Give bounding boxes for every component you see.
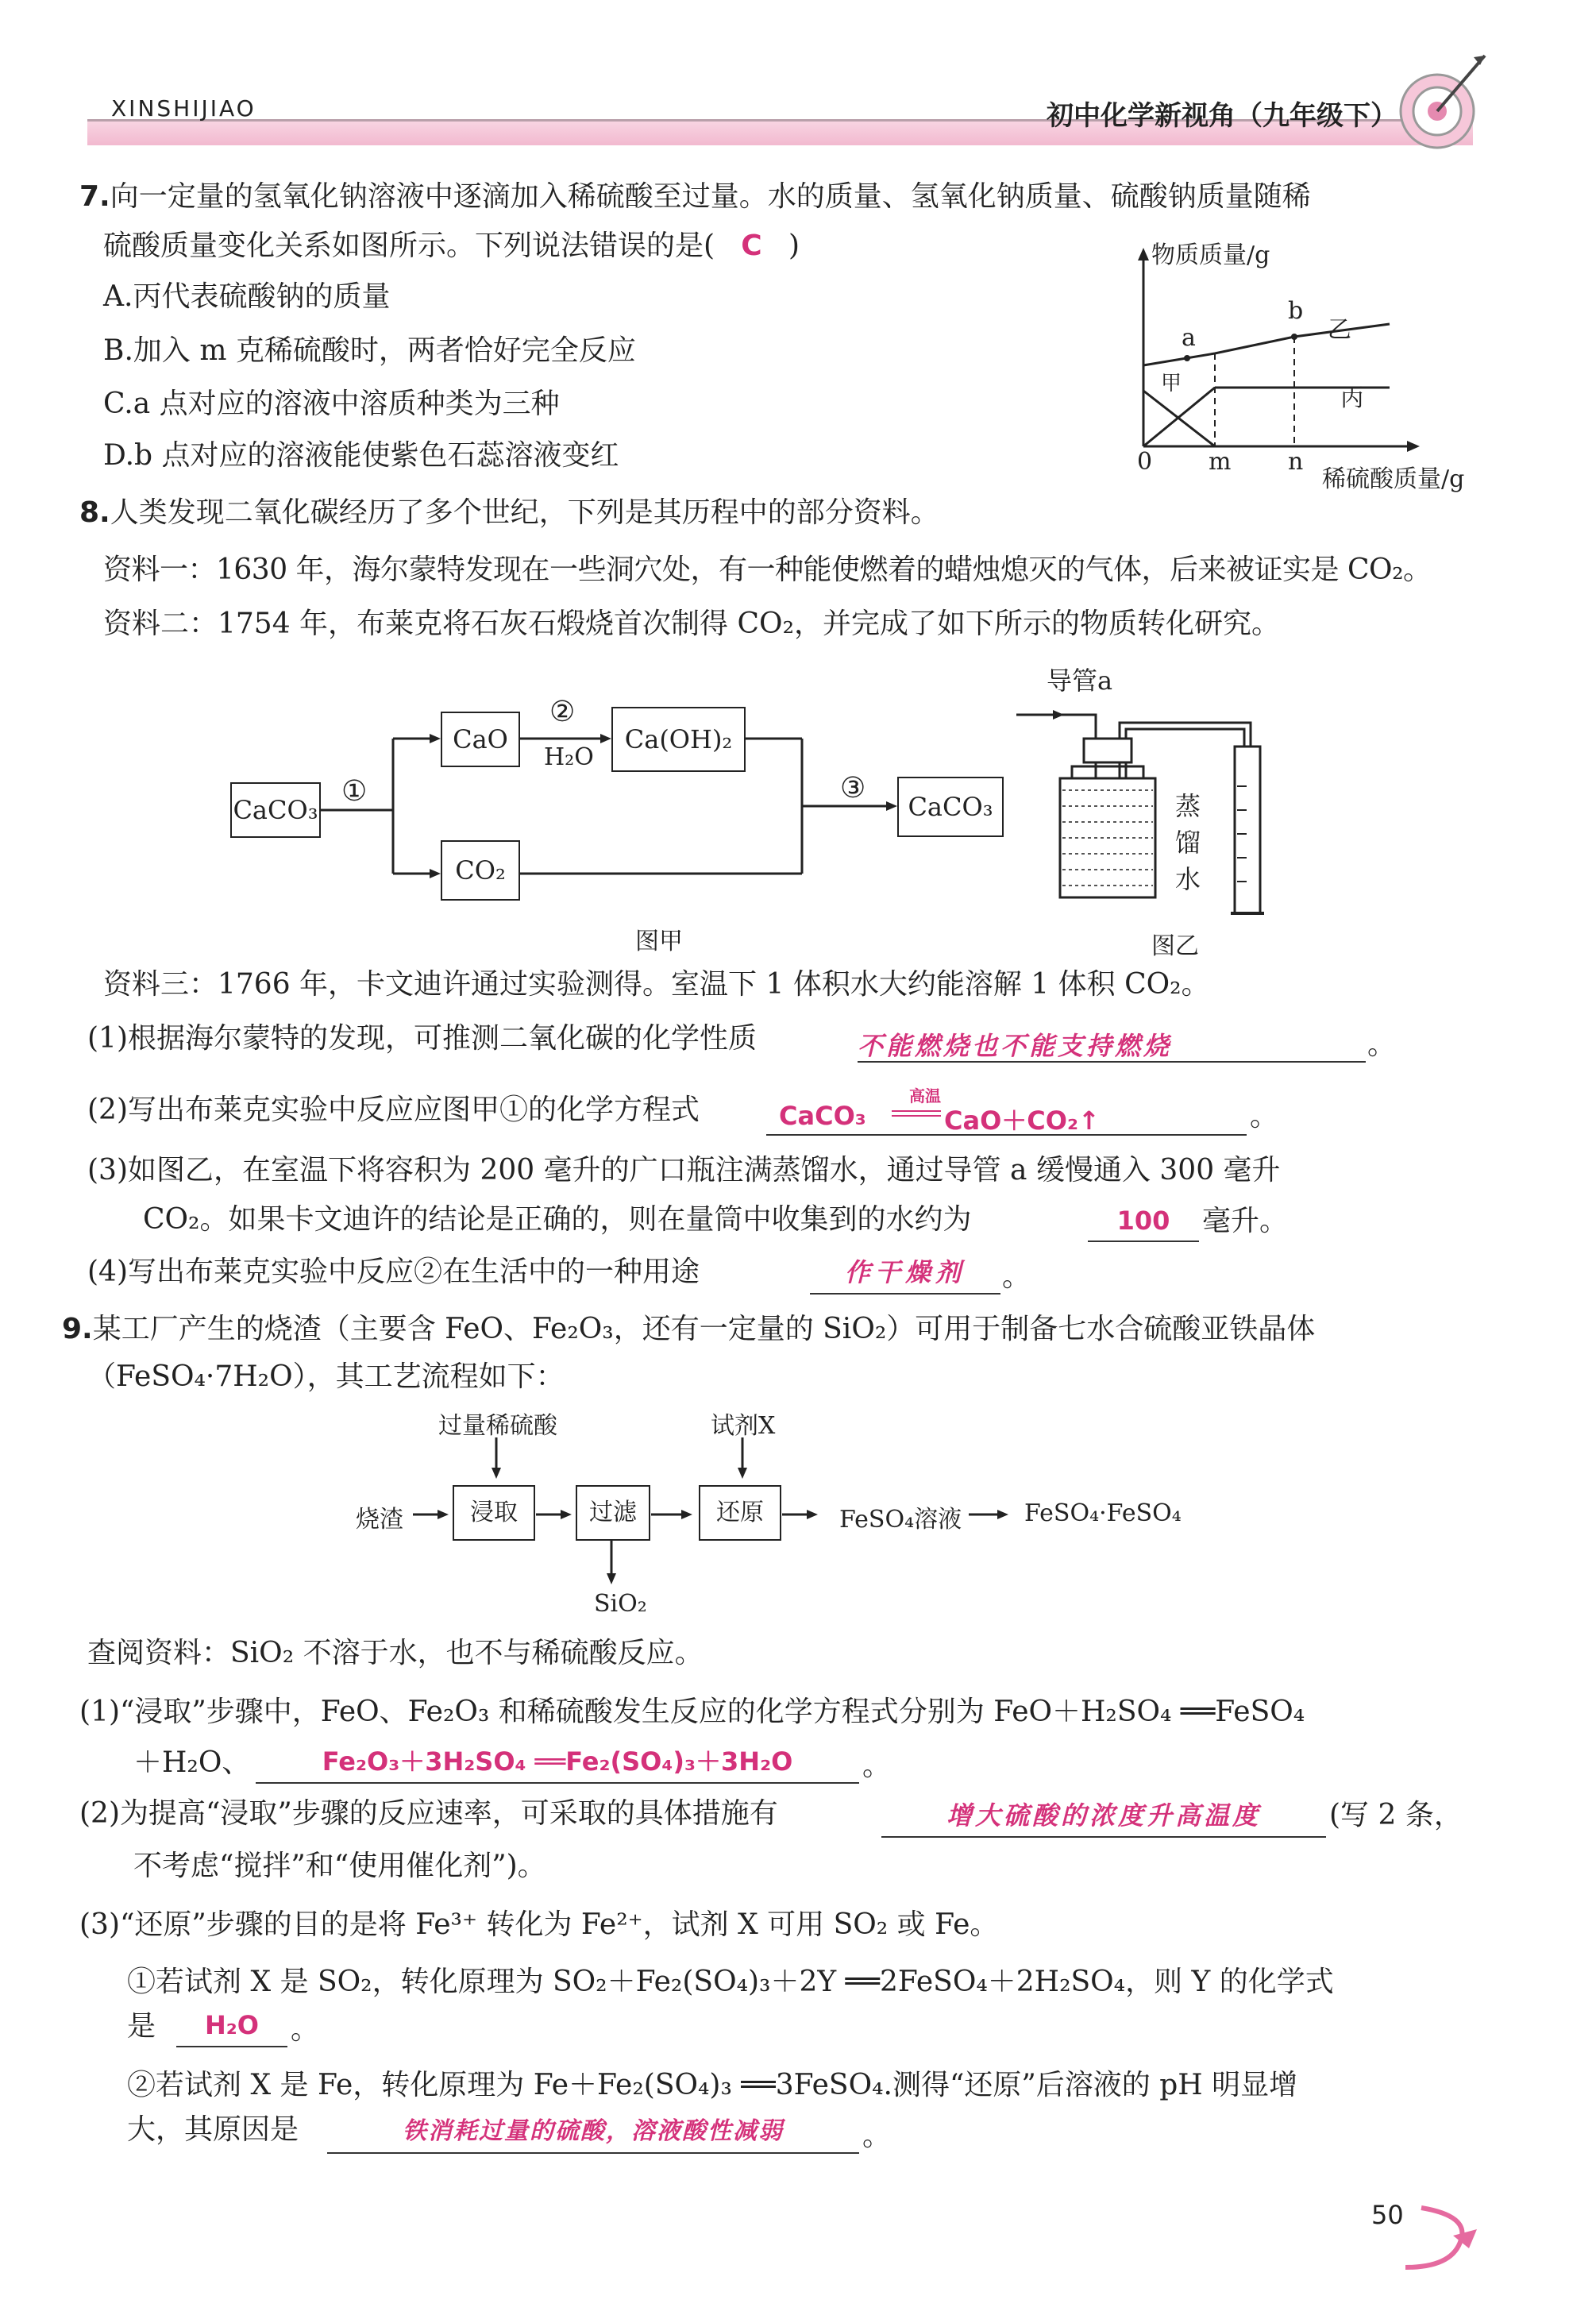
q7-graph-jia: 甲 (1161, 372, 1182, 396)
q8-p1-answer: 不能燃烧也不能支持燃烧 (858, 1031, 1173, 1061)
q8-step3: ③ (840, 772, 866, 805)
q8-p2-text: (2)写出布莱克实验中反应应图甲①的化学方程式 (87, 1094, 700, 1126)
q8-p1 (87, 1021, 757, 1056)
q9-flow-filter-box (576, 1485, 650, 1541)
q9-p1-line2: ＋H₂O、 (133, 1746, 251, 1779)
q9-flow-reduce-box (699, 1485, 781, 1541)
q8-step2: ② (549, 696, 576, 728)
q8-p2-blank (766, 1086, 1247, 1136)
q9-p3a-end: 。 (291, 2013, 320, 2046)
q7-graph-m: m (1209, 448, 1232, 476)
q9-p3a-line1: ①若试剂 X 是 SO₂，转化原理为 SO₂＋Fe₂(SO₄)₃＋2Y ══2FeSO₄＋2H₂SO₄，则 Y 的化学式 (127, 1966, 1334, 1998)
q7-graph-ylabel: 物质质量/g (1151, 241, 1270, 269)
q8-caoh2: Ca(OH)₂ (624, 724, 733, 754)
q9-p3b-answer: 铁消耗过量的硫酸，溶液酸性减弱 (403, 2117, 784, 2145)
q8-tube-label: 导管a (1047, 666, 1113, 696)
q8-p1-text: (1)根据海尔蒙特的发现，可推测二氧化碳的化学性质 (87, 1022, 757, 1055)
q8-info3: 资料三：1766 年，卡文迪许通过实验测得。室温下 1 体积水大约能溶解 1 体积 CO₂。 (103, 968, 1210, 1001)
q7-option-b: B.加入 m 克稀硫酸时，两者恰好完全反应 (103, 334, 636, 367)
header-right: 初中化学新视角（九年级下） (1047, 100, 1397, 132)
q9-p2-blank (881, 1796, 1326, 1838)
header-left: XINSHIJIAO (111, 95, 256, 122)
q8-step1: ① (341, 775, 368, 808)
q8-stem: 人类发现二氧化碳经历了多个世纪，下列是其历程中的部分资料。 (110, 496, 939, 529)
q9-p1-blank (256, 1742, 859, 1784)
q8-water-label-3: 水 (1175, 864, 1201, 894)
q8-info1: 资料一：1630 年，海尔蒙特发现在一些洞穴处，有一种能使燃着的蜡烛熄灭的气体，后来被证实是 CO₂。 (103, 554, 1432, 586)
q8-p4-answer: 作干燥剂 (844, 1257, 966, 1287)
q9-p1-end: 。 (862, 1750, 892, 1782)
q9-p3a-line2: 是 (127, 2010, 156, 2043)
q8-caco3-left: CaCO₃ (233, 795, 318, 825)
q7-option-c: C.a 点对应的溶液中溶质种类为三种 (103, 388, 560, 420)
q8-p3-end: 毫升。 (1202, 1205, 1289, 1237)
q7-answer: C (741, 230, 762, 262)
q8-p2-answer-right: CaO＋CO₂↑ (944, 1105, 1100, 1136)
q8-figure-a-caption: 图甲 (635, 928, 683, 955)
q9-stem1: 某工厂产生的烧渣（主要含 FeO、Fe₂O₃，还有一定量的 SiO₂）可用于制备七水合硫酸亚铁晶体 (92, 1313, 1316, 1345)
q8-p3-answer: 100 (1116, 1206, 1170, 1236)
q9-flow-start: 烧渣 (356, 1506, 403, 1534)
q8-p2-answer-left: CaCO₃ (779, 1101, 866, 1131)
q7-graph-yi: 乙 (1328, 316, 1351, 344)
q7-line1 (79, 179, 1311, 214)
page-corner-arrow-icon (1374, 2192, 1493, 2279)
q7-graph-b: b (1288, 297, 1304, 325)
q7-option-a: A.丙代表硫酸钠的质量 (103, 280, 391, 313)
q7-line2 (103, 229, 800, 264)
q9-p1-answer: Fe₂O₃＋3H₂SO₄ ══Fe₂(SO₄)₃＋3H₂O (322, 1746, 793, 1777)
q9-stem2: （FeSO₄·7H₂O），其工艺流程如下： (87, 1360, 565, 1393)
q8-number: 8. (79, 496, 110, 529)
q8-co2-box (441, 840, 520, 901)
q9-p2-line2: 不考虑“搅拌”和“使用催化剂”)。 (133, 1850, 546, 1882)
q9-p3a-blank (176, 2006, 287, 2047)
q8-water-label-1: 蒸 (1175, 791, 1201, 821)
q9-p1-line1: (1)“浸取”步骤中，FeO、Fe₂O₃ 和稀硫酸发生反应的化学方程式分别为 FeO＋H₂SO₄ ══FeSO₄ (79, 1696, 1305, 1728)
q7-stem2-end: ) (788, 230, 800, 262)
page-number: 50 (1371, 2200, 1404, 2230)
q9-flow-acid: 过量稀硫酸 (438, 1412, 557, 1440)
q9-p3-line: (3)“还原”步骤的目的是将 Fe³⁺ 转化为 Fe²⁺，试剂 X 可用 SO₂ 或 Fe。 (79, 1908, 999, 1941)
q8-p2-end: 。 (1250, 1100, 1279, 1132)
q9-p3b-end: 。 (862, 2120, 892, 2152)
q7-stem2: 硫酸质量变化关系如图所示。下列说法错误的是( (103, 230, 715, 262)
q8-p2-condition: 高温 (909, 1086, 941, 1105)
q7-number: 7. (79, 180, 110, 213)
q9-flow-reduce: 还原 (716, 1499, 764, 1526)
q9-flow-leach: 浸取 (470, 1499, 518, 1526)
q8-cao-box (441, 712, 520, 767)
q9-line1 (62, 1312, 1315, 1347)
q8-cao: CaO (453, 724, 508, 754)
q8-co2: CO₂ (455, 855, 506, 886)
target-icon (1374, 40, 1501, 159)
q8-p4-text: (4)写出布莱克实验中反应②在生活中的一种用途 (87, 1256, 700, 1288)
q9-flow-reagent: 试剂X (711, 1412, 776, 1440)
q9-p3b-line1: ②若试剂 X 是 Fe，转化原理为 Fe＋Fe₂(SO₄)₃ ══3FeSO₄.测得“还原”后溶液的 pH 明显增 (127, 2069, 1298, 2101)
q7-graph-origin: 0 (1137, 448, 1153, 476)
q7-stem1: 向一定量的氢氧化钠溶液中逐滴加入稀硫酸至过量。水的质量、氢氧化钠质量、硫酸钠质量随稀 (110, 180, 1311, 213)
q9-p3b-blank (327, 2113, 859, 2154)
q8-water-label-2: 馏 (1175, 828, 1201, 858)
q7-graph-n: n (1288, 448, 1304, 476)
q8-info2: 资料二：1754 年，布莱克将石灰石煅烧首次制得 CO₂，并完成了如下所示的物质转化研究。 (103, 608, 1280, 640)
q8-apparatus (1008, 691, 1294, 929)
q8-line1 (79, 496, 939, 531)
q8-p3-line1: (3)如图乙，在室温下将容积为 200 毫升的广口瓶注满蒸馏水，通过导管 a 缓慢通入 300 毫升 (87, 1154, 1281, 1187)
q9-note: 查阅资料：SiO₂ 不溶于水，也不与稀硫酸反应。 (87, 1637, 704, 1669)
q9-flow-product: FeSO₄·FeSO₄ (1024, 1499, 1182, 1527)
q8-caco3-left-box (230, 782, 321, 838)
q8-p3-blank (1088, 1202, 1199, 1242)
q9-flow-filter: 过滤 (589, 1499, 637, 1526)
q8-h2o: H₂O (544, 743, 594, 771)
q8-caoh2-box (611, 707, 746, 772)
q9-p2-line1-end: (写 2 条， (1329, 1799, 1463, 1831)
q9-flow-residue: SiO₂ (594, 1590, 647, 1618)
q9-flow-solution: FeSO₄溶液 (839, 1506, 962, 1534)
q7-option-d: D.b 点对应的溶液能使紫色石蕊溶液变红 (103, 439, 619, 472)
q9-flow-leach-box (453, 1485, 535, 1541)
q7-graph-a: a (1182, 324, 1196, 352)
q8-caco3-right-box (897, 777, 1004, 837)
q8-figure-b-caption: 图乙 (1151, 932, 1199, 960)
q9-p3b-line2: 大，其原因是 (127, 2113, 299, 2146)
q8-p1-end: 。 (1367, 1028, 1397, 1061)
q8-caco3-right: CaCO₃ (908, 792, 993, 822)
q8-p3-line2: CO₂。如果卡文迪许的结论是正确的，则在量筒中收集到的水约为 (143, 1203, 972, 1236)
q7-graph-xlabel: 稀硫酸质量/g (1322, 465, 1465, 493)
q8-p2-equals (892, 1110, 941, 1117)
q9-p2-answer: 增大硫酸的浓度升高温度 (946, 1800, 1261, 1831)
q9-p2-line1: (2)为提高“浸取”步骤的反应速率，可采取的具体措施有 (79, 1797, 778, 1830)
q7-graph-bing: 丙 (1340, 384, 1364, 412)
q8-p4-blank (810, 1253, 1000, 1295)
q8-p4-end: 。 (1002, 1260, 1031, 1293)
q9-p3a-answer: H₂O (205, 2010, 259, 2040)
q9-number: 9. (62, 1313, 93, 1345)
q8-p1-blank (858, 1026, 1366, 1063)
